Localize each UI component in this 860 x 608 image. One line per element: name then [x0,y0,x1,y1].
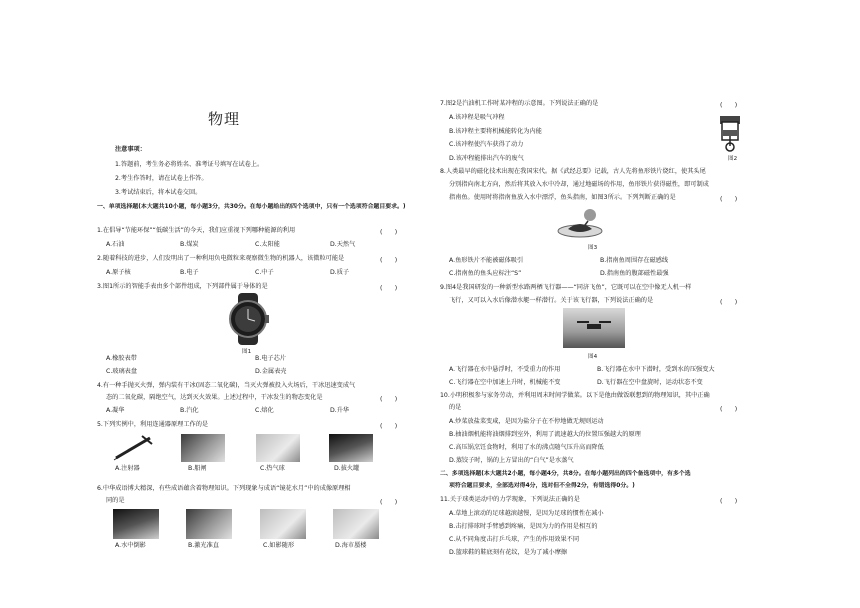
option: C.热气球 [260,465,285,472]
option: B.煤炭 [180,241,199,248]
option: C.太阳能 [255,241,280,248]
option: A.凝华 [106,407,125,414]
option: D.升华 [330,407,350,414]
ship-lock-image [181,434,225,462]
option: A.鱼形铁片不能被磁体吸引 [449,257,524,264]
option: B.船闸 [188,465,207,472]
hot-air-balloon-image [256,434,300,462]
option: A.该冲程是吸气冲程 [449,114,505,121]
option: C.高压锅烹饪食物时，利用了水的沸点随气压升高而降低 [449,444,604,451]
question-stem: 7.图2是汽油机工作时某冲程的示意图。下列说法正确的是 [440,100,599,107]
option: A.石油 [106,241,125,248]
question-stem: 同的是 [106,497,125,504]
smartwatch-image [226,293,270,345]
question-stem: 态的二氧化碳，隔绝空气，达到灭火效果。上述过程中，干冰发生的物态变化是 [106,394,323,401]
option: B.抽油烟机能将油烟排到室外，利用了流速越大的位置压强越大的原理 [449,431,641,438]
question-stem: 指南鱼。使用时将指南鱼放入水中漂浮，鱼头指南，如图3所示。下列判断正确的是 [449,194,676,201]
engine-cylinder-image [716,112,744,152]
option: D.篮球鞋的鞋底刻有花纹，是为了减小摩擦 [449,549,568,556]
option: A.水中倒影 [115,542,146,549]
option: D.天然气 [330,241,356,248]
option: B.击打排球时手臂感到疼痛，是因为力的作用是相互的 [449,523,598,530]
option: D.指南鱼的腹部磁性最强 [600,270,669,277]
notice-item: 1.答题前，考生务必将姓名、准考证号填写在试卷上。 [115,161,264,168]
answer-paren: ( ) [380,423,398,430]
compass-fish-image [550,205,610,241]
reflection-image [113,509,159,539]
question-stem: 8.人类最早的磁化技术出现在我国宋代。据《武经总要》记载，古人先将鱼形铁片烧红，使其头尾 [440,168,706,175]
option: B.该冲程主要将机械能转化为内能 [449,128,542,135]
question-stem: 11.关于球类运动中的力学现象，下列说法正确的是 [440,496,580,503]
question-stem: 分别指向南北方向，然后将其放入水中冷却，通过地磁场的作用，鱼形铁片获得磁性，即可制成 [449,181,709,188]
notice-item: 2.考生作答时，请在试卷上作答。 [115,175,208,182]
question-stem: 1.在倡导“节能环保”“低碳生活”的今天，我们应重视下列哪种能源的利用 [97,227,296,234]
section-heading: 二、多项选择题(本大题共2小题，每小题4分，共8分。在每小题列出的四个备选项中，有多个选 [440,471,691,477]
option: C.如影随形 [263,542,295,549]
option: C.熔化 [255,407,274,414]
option: A.飞行器在水中悬浮时，不受重力的作用 [449,366,561,373]
question-stem: 飞行，又可以入水后像潜水艇一样潜行。关于该飞行器，下列说法正确的是 [449,297,654,304]
option: A.草地上滚动的足球越滚越慢，是因为足球的惯性在减小 [449,510,604,517]
shadow-image [260,509,306,539]
answer-paren: ( ) [380,229,398,236]
option: C.飞行器在空中加速上升时，机械能不变 [449,379,561,386]
option: D.海市蜃楼 [335,542,367,549]
laser-alignment-image [186,509,232,539]
option: C.中子 [255,269,274,276]
question-stem: 3.图1所示的智能手表由多个部件组成，下列部件属于导体的是 [97,283,268,290]
page-title: 物理 [208,110,241,128]
option: C.从不同角度击打乒乓球，产生的作用效果不同 [449,536,580,543]
answer-paren: ( ) [720,196,738,203]
answer-paren: ( ) [720,102,738,109]
option: D.蒸饺子时，锅的上方冒出的“白气”是水蒸气 [449,457,574,464]
option: D.该冲程能排出汽车的废气 [449,155,524,162]
answer-paren: ( ) [720,406,738,413]
option: D.质子 [330,269,350,276]
answer-paren: ( ) [380,396,398,403]
figure-caption: 图3 [588,245,598,251]
option: B.电子芯片 [255,355,286,362]
answer-paren: ( ) [720,299,738,306]
option: C.该冲程使汽车获得了动力 [449,141,524,148]
answer-paren: ( ) [380,499,398,506]
option: A.注射器 [115,465,140,472]
section-heading: 项符合题目要求，全部选对得4分，选对但不全得2分，有错选得0分。) [449,483,635,489]
question-stem: 5.下列实例中，利用连通器原理工作的是 [97,421,209,428]
section-heading: 一、单项选择题(本大题共10小题，每小题3分，共30分。在每小题给出的四个选项中，只有一个选项符合题目要求。) [97,204,406,210]
question-stem: 9.图4是我国研发的一种新型水路两栖飞行器——“同济飞鱼”，它既可以在空中像无人机一样 [440,284,692,291]
option: B.飞行器在水中下潜时，受到水的压强变大 [597,366,715,373]
question-stem: 2.随着科技的进步，人们发明出了一种利用负电微粒来观察微生物的机器人，该微粒可能是 [97,255,345,262]
mirage-image [333,509,379,539]
option: C.指南鱼的鱼头应标注“S” [449,270,522,277]
syringe-image [112,434,154,462]
answer-paren: ( ) [380,257,398,264]
notice-heading: 注意事项： [115,146,146,153]
option: D.拔火罐 [334,465,360,472]
cupping-jar-image [329,434,373,462]
option: B.汽化 [180,407,199,414]
option: C.玻璃表盘 [106,368,138,375]
figure-caption: 图2 [728,156,738,162]
option: B.指南鱼周围存在磁感线 [600,257,669,264]
option: B.激光准直 [188,542,219,549]
figure-caption: 图1 [242,349,252,355]
option: A.炒菜放盐菜变咸，是因为盐分子在不停地做无规则运动 [449,418,604,425]
question-stem: 4.有一种手抛灭火弹，弹内装有干冰(固态二氧化碳)，当灭火弹被投入火场后，干冰迅速变成气 [97,382,356,389]
question-stem: 6.中华成语博大精深，有些成语蕴含着物理知识。下列现象与成语“镜花水月”中的成像原理相 [97,485,351,492]
option: B.电子 [180,269,199,276]
answer-paren: ( ) [380,285,398,292]
option: D.金属表壳 [255,368,287,375]
option: A.橡胶表带 [106,355,137,362]
option: D.飞行器在空中盘旋时，运动状态不变 [597,379,703,386]
option: A.原子核 [106,269,131,276]
drone-icon [575,318,613,334]
figure-caption: 图4 [588,354,598,360]
notice-item: 3.考试结束后，将本试卷交回。 [115,189,202,196]
answer-paren: ( ) [720,498,738,505]
question-stem: 的是 [449,404,462,411]
question-stem: 10.小明积极参与家务劳动，并利用周末时间学做菜。以下是他由做饭联想到的物理知识，其中正确 [440,392,710,399]
